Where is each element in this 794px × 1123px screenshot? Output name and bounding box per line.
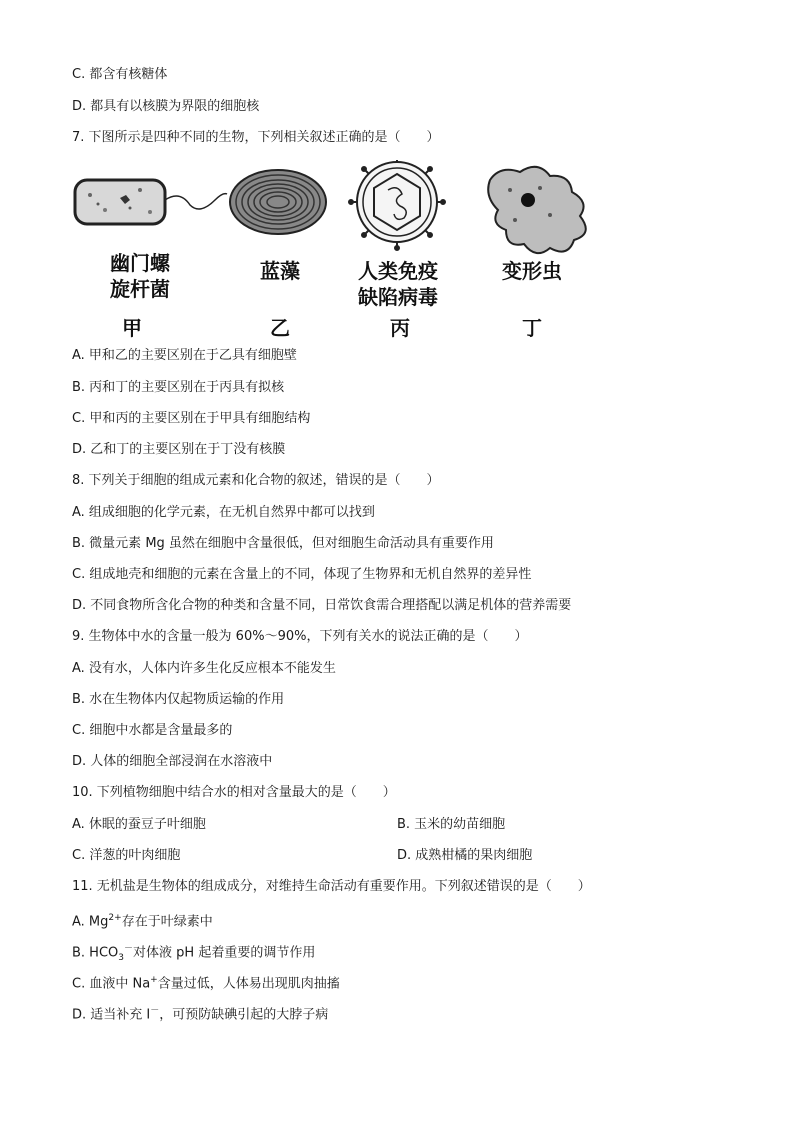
q6-option-d: D. 都具有以核膜为界限的细胞核 [72,99,260,114]
q9-stem: 9. 生物体中水的含量一般为 60%～90%，下列有关水的说法正确的是（ ） [72,629,528,644]
q7-option-b: B. 丙和丁的主要区别在于丙具有拟核 [72,380,285,395]
q11-option-a: A. $Mg^{2+}$存在于叶绿素中 [72,913,213,930]
bacterium-icon [75,180,227,224]
organism-name-jia: 幽门螺 旋杆菌 [110,251,170,301]
q7-figure [70,160,630,340]
q10-option-c: C. 洋葱的叶肉细胞 [72,848,181,863]
organism-name-ding: 变形虫 [502,259,562,283]
q8-stem: 8. 下列关于细胞的组成元素和化合物的叙述，错误的是（ ） [72,473,440,488]
organism-label-jia: 甲 [122,316,142,340]
q7-option-a: A. 甲和乙的主要区别在于乙具有细胞壁 [72,348,297,363]
q6-option-c: C. 都含有核糖体 [72,67,168,82]
organism-label-yi: 乙 [270,316,290,340]
q10-option-a: A. 休眠的蚕豆子叶细胞 [72,817,206,832]
q9-option-d: D. 人体的细胞全部浸润在水溶液中 [72,754,273,769]
q11-stem: 11. 无机盐是生物体的组成成分，对维持生命活动有重要作用。下列叙述错误的是（ ） [72,879,591,894]
q7-option-d: D. 乙和丁的主要区别在于丁没有核膜 [72,442,286,457]
cyanobacterium-icon [230,170,326,234]
amoeba-icon [488,167,586,253]
organism-label-ding: 丁 [522,316,542,340]
q8-option-d: D. 不同食物所含化合物的种类和含量不同，日常饮食需合理搭配以满足机体的营养需要 [72,598,572,613]
q9-option-c: C. 细胞中水都是含量最多的 [72,723,233,738]
q9-option-b: B. 水在生物体内仅起物质运输的作用 [72,692,285,707]
q11-option-c: C. 血液中 Na+含量过低，人体易出现肌肉抽搐 [72,975,340,992]
organism-name-bing: 人类免疫 缺陷病毒 [358,259,438,309]
q8-option-c: C. 组成地壳和细胞的元素在含量上的不同，体现了生物界和无机自然界的差异性 [72,567,532,582]
q10-stem: 10. 下列植物细胞中结合水的相对含量最大的是（ ） [72,785,396,800]
q7-option-c: C. 甲和丙的主要区别在于甲具有细胞结构 [72,411,311,426]
q11-option-b: B. $HCO_3^-$对体液 pH 起着重要的调节作用 [72,944,316,963]
q8-option-a: A. 组成细胞的化学元素，在无机自然界中都可以找到 [72,505,375,520]
q8-option-b: B. 微量元素 Mg 虽然在细胞中含量很低，但对细胞生命活动具有重要作用 [72,536,494,551]
q10-option-b: B. 玉米的幼苗细胞 [397,817,506,832]
virus-icon [349,160,445,250]
organism-label-bing: 丙 [390,316,410,340]
q10-option-d: D. 成熟柑橘的果肉细胞 [397,848,533,863]
organism-name-yi: 蓝藻 [260,259,300,283]
q9-option-a: A. 没有水，人体内许多生化反应根本不能发生 [72,661,336,676]
q7-stem: 7. 下图所示是四种不同的生物，下列相关叙述正确的是（ ） [72,130,440,145]
q11-option-d: D. 适当补充 I－，可预防缺碘引起的大脖子病 [72,1006,329,1023]
